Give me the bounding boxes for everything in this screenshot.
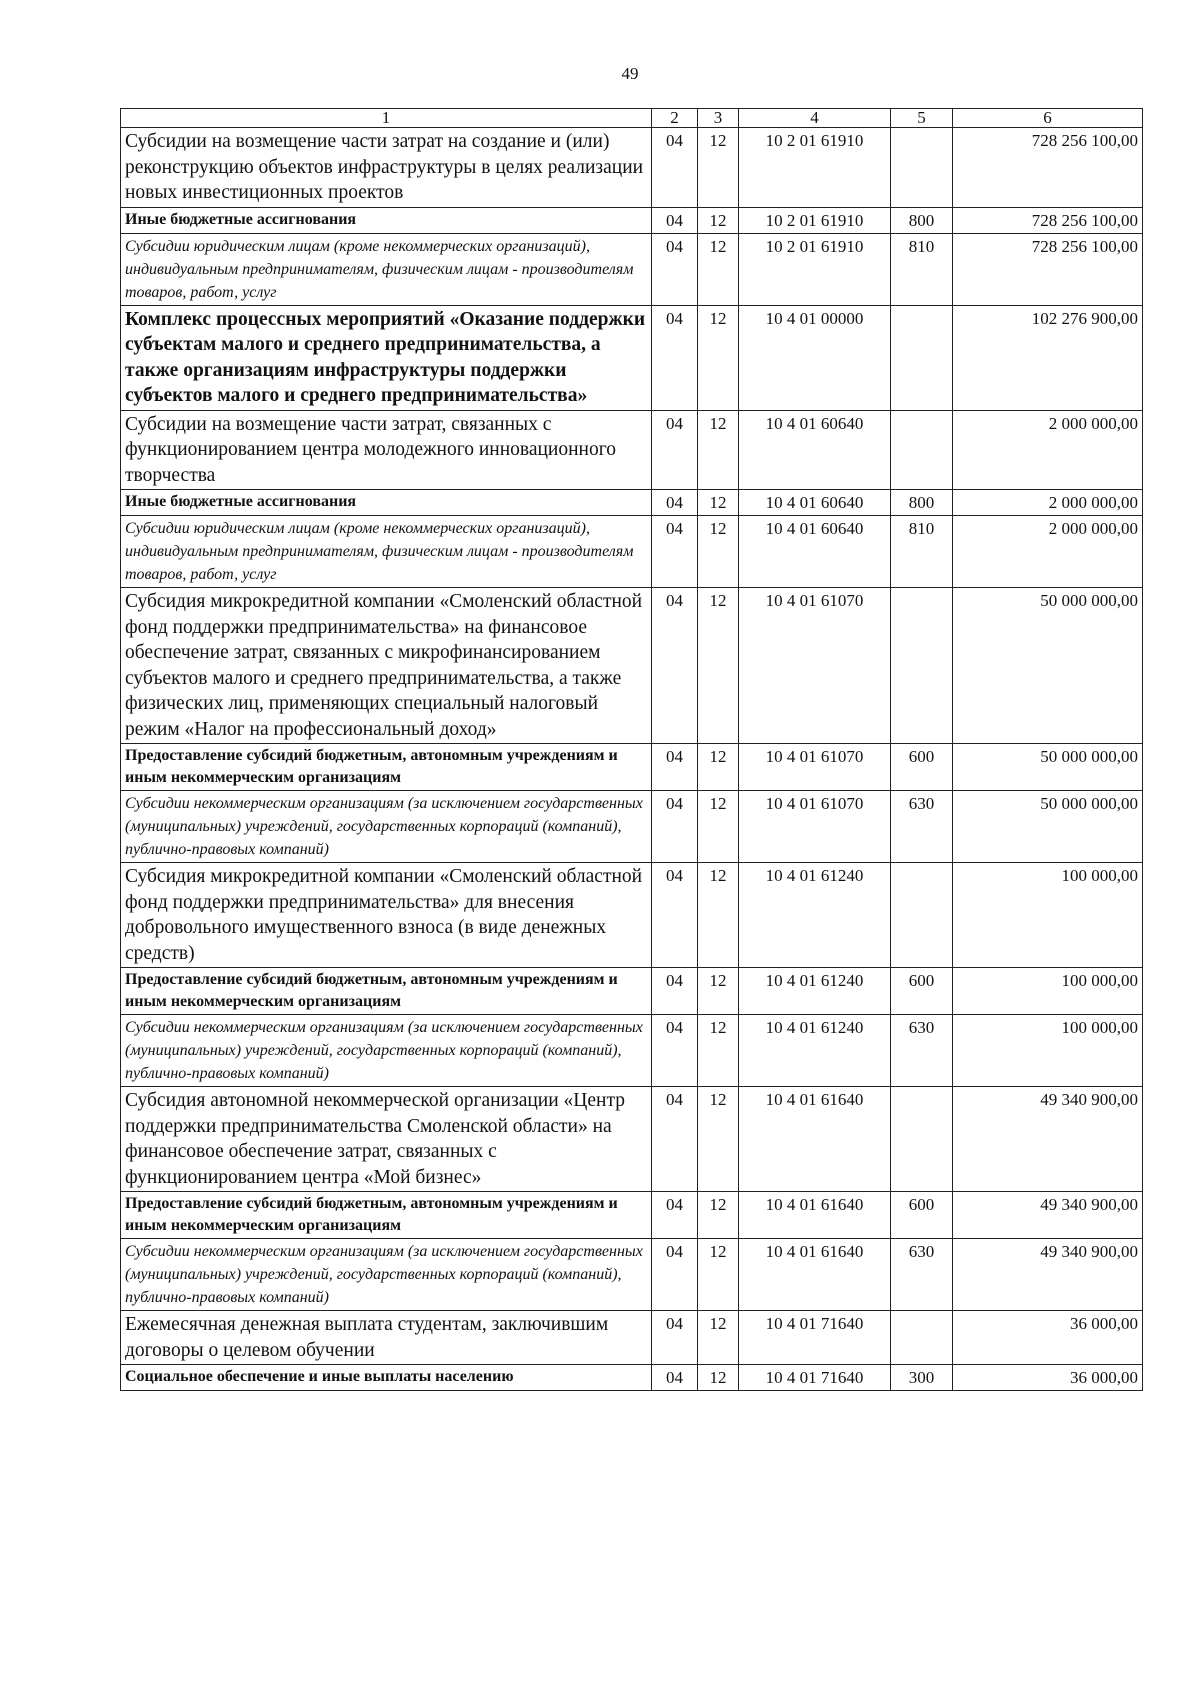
row-name-cell: Иные бюджетные ассигнования <box>121 490 652 516</box>
subsection-code-cell: 12 <box>698 1239 739 1311</box>
section-code-cell: 04 <box>652 1239 698 1311</box>
table-row <box>121 128 1143 208</box>
column-header: 6 <box>953 109 1143 128</box>
target-article-cell: 10 4 01 61240 <box>739 863 891 968</box>
target-article-cell: 10 4 01 61070 <box>739 744 891 791</box>
section-code-cell: 04 <box>652 588 698 744</box>
table-row <box>121 1015 1143 1087</box>
subsection-code-cell: 12 <box>698 863 739 968</box>
amount-cell: 36 000,00 <box>953 1365 1143 1391</box>
section-code-cell: 04 <box>652 863 698 968</box>
table-row <box>121 791 1143 863</box>
target-article-cell: 10 4 01 61070 <box>739 791 891 863</box>
subsection-code-cell: 12 <box>698 791 739 863</box>
target-article-cell: 10 2 01 61910 <box>739 128 891 208</box>
row-name-cell: Субсидии на возмещение части затрат, связанных с функционированием центра молодежного инновационного творчества <box>121 410 652 490</box>
row-name-cell: Иные бюджетные ассигнования <box>121 207 652 233</box>
section-code-cell: 04 <box>652 516 698 588</box>
amount-cell: 49 340 900,00 <box>953 1087 1143 1192</box>
row-name-cell: Субсидии некоммерческим организациям (за исключением государственных (муниципальных) учреждений, государственных корпораций (компаний), публично-правовых компаний) <box>121 1015 652 1087</box>
amount-cell: 728 256 100,00 <box>953 233 1143 305</box>
expense-type-cell: 600 <box>891 744 953 791</box>
target-article-cell: 10 4 01 61640 <box>739 1239 891 1311</box>
section-code-cell: 04 <box>652 207 698 233</box>
subsection-code-cell: 12 <box>698 588 739 744</box>
expense-type-cell: 800 <box>891 207 953 233</box>
expense-type-cell <box>891 863 953 968</box>
row-name-cell: Субсидии юридическим лицам (кроме некоммерческих организаций), индивидуальным предпринимателям, физическим лицам - производителям товаров, работ, услуг <box>121 516 652 588</box>
section-code-cell: 04 <box>652 1015 698 1087</box>
subsection-code-cell: 12 <box>698 410 739 490</box>
target-article-cell: 10 4 01 61640 <box>739 1192 891 1239</box>
expense-type-cell: 630 <box>891 791 953 863</box>
column-header: 3 <box>698 109 739 128</box>
subsection-code-cell: 12 <box>698 744 739 791</box>
target-article-cell: 10 2 01 61910 <box>739 207 891 233</box>
subsection-code-cell: 12 <box>698 968 739 1015</box>
table-row <box>121 1087 1143 1192</box>
table-row <box>121 588 1143 744</box>
expense-type-cell <box>891 128 953 208</box>
row-name-cell: Предоставление субсидий бюджетным, автономным учреждениям и иным некоммерческим организациям <box>121 744 652 791</box>
expense-type-cell: 800 <box>891 490 953 516</box>
section-code-cell: 04 <box>652 744 698 791</box>
target-article-cell: 10 4 01 61240 <box>739 968 891 1015</box>
subsection-code-cell: 12 <box>698 1015 739 1087</box>
expense-type-cell: 810 <box>891 516 953 588</box>
target-article-cell: 10 4 01 61070 <box>739 588 891 744</box>
section-code-cell: 04 <box>652 1311 698 1365</box>
section-code-cell: 04 <box>652 410 698 490</box>
amount-cell: 49 340 900,00 <box>953 1239 1143 1311</box>
expense-type-cell <box>891 1087 953 1192</box>
expense-type-cell: 600 <box>891 1192 953 1239</box>
expense-type-cell <box>891 588 953 744</box>
target-article-cell: 10 4 01 61240 <box>739 1015 891 1087</box>
row-name-cell: Субсидия микрокредитной компании «Смоленский областной фонд поддержки предпринимательства» для внесения добровольного имущественного взноса (в виде денежных средств) <box>121 863 652 968</box>
page-number: 49 <box>621 64 639 83</box>
subsection-code-cell: 12 <box>698 1192 739 1239</box>
row-name-cell: Субсидия микрокредитной компании «Смоленский областной фонд поддержки предпринимательства» на финансовое обеспечение затрат, связанных с микрофинансированием субъектов малого и среднего предпринимательства, а также физических лиц, применяющих специальный налоговый режим «Налог на профессиональный доход» <box>121 588 652 744</box>
column-header: 1 <box>121 109 652 128</box>
amount-cell: 36 000,00 <box>953 1311 1143 1365</box>
table-body <box>121 128 1143 1391</box>
row-name-cell: Субсидии на возмещение части затрат на создание и (или) реконструкцию объектов инфраструктуры в целях реализации новых инвестиционных проектов <box>121 128 652 208</box>
row-name-cell: Субсидии некоммерческим организациям (за исключением государственных (муниципальных) учреждений, государственных корпораций (компаний), публично-правовых компаний) <box>121 791 652 863</box>
column-header: 2 <box>652 109 698 128</box>
table-row <box>121 1365 1143 1391</box>
amount-cell: 2 000 000,00 <box>953 410 1143 490</box>
budget-table <box>120 108 1143 1391</box>
section-code-cell: 04 <box>652 1192 698 1239</box>
section-code-cell: 04 <box>652 968 698 1015</box>
section-code-cell: 04 <box>652 305 698 410</box>
subsection-code-cell: 12 <box>698 305 739 410</box>
row-name-cell: Субсидия автономной некоммерческой организации «Центр поддержки предпринимательства Смоленской области» на финансовое обеспечение затрат, связанных с функционированием центра «Мой бизнес» <box>121 1087 652 1192</box>
amount-cell: 100 000,00 <box>953 863 1143 968</box>
target-article-cell: 10 4 01 71640 <box>739 1311 891 1365</box>
row-name-cell: Предоставление субсидий бюджетным, автономным учреждениям и иным некоммерческим организациям <box>121 1192 652 1239</box>
row-name-cell: Субсидии некоммерческим организациям (за исключением государственных (муниципальных) учреждений, государственных корпораций (компаний), публично-правовых компаний) <box>121 1239 652 1311</box>
target-article-cell: 10 4 01 61640 <box>739 1087 891 1192</box>
expense-type-cell: 600 <box>891 968 953 1015</box>
amount-cell: 50 000 000,00 <box>953 744 1143 791</box>
target-article-cell: 10 2 01 61910 <box>739 233 891 305</box>
section-code-cell: 04 <box>652 791 698 863</box>
subsection-code-cell: 12 <box>698 490 739 516</box>
amount-cell: 2 000 000,00 <box>953 490 1143 516</box>
table-row <box>121 516 1143 588</box>
expense-type-cell: 630 <box>891 1015 953 1087</box>
subsection-code-cell: 12 <box>698 1087 739 1192</box>
section-code-cell: 04 <box>652 1087 698 1192</box>
table-header-row <box>121 109 1143 128</box>
subsection-code-cell: 12 <box>698 207 739 233</box>
amount-cell: 50 000 000,00 <box>953 791 1143 863</box>
row-name-cell: Комплекс процессных мероприятий «Оказание поддержки субъектам малого и среднего предпринимательства, а также организациям инфраструктуры поддержки субъектов малого и среднего предпринимательства» <box>121 305 652 410</box>
amount-cell: 102 276 900,00 <box>953 305 1143 410</box>
table-row <box>121 863 1143 968</box>
table-row <box>121 305 1143 410</box>
section-code-cell: 04 <box>652 490 698 516</box>
row-name-cell: Субсидии юридическим лицам (кроме некоммерческих организаций), индивидуальным предпринимателям, физическим лицам - производителям товаров, работ, услуг <box>121 233 652 305</box>
row-name-cell: Ежемесячная денежная выплата студентам, заключившим договоры о целевом обучении <box>121 1311 652 1365</box>
table-row <box>121 410 1143 490</box>
table-row <box>121 968 1143 1015</box>
table-row <box>121 1192 1143 1239</box>
column-header: 5 <box>891 109 953 128</box>
expense-type-cell: 630 <box>891 1239 953 1311</box>
expense-type-cell <box>891 305 953 410</box>
section-code-cell: 04 <box>652 233 698 305</box>
target-article-cell: 10 4 01 60640 <box>739 516 891 588</box>
amount-cell: 100 000,00 <box>953 1015 1143 1087</box>
section-code-cell: 04 <box>652 1365 698 1391</box>
subsection-code-cell: 12 <box>698 1311 739 1365</box>
subsection-code-cell: 12 <box>698 128 739 208</box>
expense-type-cell <box>891 410 953 490</box>
row-name-cell: Предоставление субсидий бюджетным, автономным учреждениям и иным некоммерческим организациям <box>121 968 652 1015</box>
row-name-cell: Социальное обеспечение и иные выплаты населению <box>121 1365 652 1391</box>
table-row <box>121 233 1143 305</box>
subsection-code-cell: 12 <box>698 233 739 305</box>
table-row <box>121 744 1143 791</box>
table-row <box>121 1239 1143 1311</box>
table-row <box>121 490 1143 516</box>
table-row <box>121 207 1143 233</box>
table-row <box>121 1311 1143 1365</box>
target-article-cell: 10 4 01 00000 <box>739 305 891 410</box>
section-code-cell: 04 <box>652 128 698 208</box>
amount-cell: 728 256 100,00 <box>953 128 1143 208</box>
amount-cell: 100 000,00 <box>953 968 1143 1015</box>
target-article-cell: 10 4 01 60640 <box>739 410 891 490</box>
expense-type-cell <box>891 1311 953 1365</box>
amount-cell: 50 000 000,00 <box>953 588 1143 744</box>
column-header: 4 <box>739 109 891 128</box>
expense-type-cell: 300 <box>891 1365 953 1391</box>
subsection-code-cell: 12 <box>698 516 739 588</box>
amount-cell: 49 340 900,00 <box>953 1192 1143 1239</box>
amount-cell: 728 256 100,00 <box>953 207 1143 233</box>
amount-cell: 2 000 000,00 <box>953 516 1143 588</box>
subsection-code-cell: 12 <box>698 1365 739 1391</box>
target-article-cell: 10 4 01 71640 <box>739 1365 891 1391</box>
target-article-cell: 10 4 01 60640 <box>739 490 891 516</box>
expense-type-cell: 810 <box>891 233 953 305</box>
